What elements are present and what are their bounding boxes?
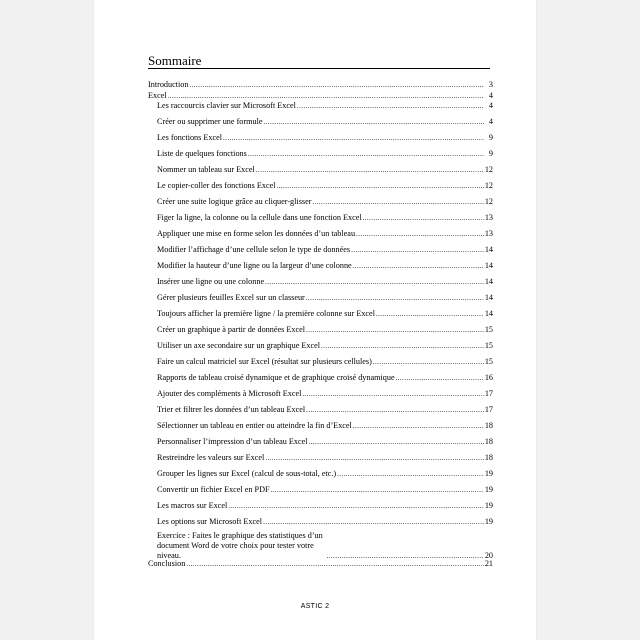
toc-page-number: 12	[484, 181, 493, 190]
toc-entry[interactable]	[148, 421, 493, 431]
toc-leader-dots	[353, 421, 484, 431]
toc-page-number: 14	[484, 293, 493, 302]
toc-entry[interactable]	[148, 325, 493, 335]
toc-page-number: 4	[488, 117, 493, 126]
toc-leader-dots	[321, 341, 484, 351]
toc-entry-label: Liste de quelques fonctions	[157, 149, 247, 158]
toc-page-number: 3	[488, 80, 493, 89]
toc-entry[interactable]	[148, 261, 493, 271]
toc-entry[interactable]	[148, 91, 493, 101]
toc-entry-label: Créer une suite logique grâce au cliquer-glisser	[157, 197, 312, 206]
toc-page-number: 21	[484, 559, 493, 568]
toc-page-number: 15	[484, 341, 493, 350]
toc-leader-dots	[265, 453, 484, 463]
toc-leader-dots	[265, 277, 484, 287]
document-page	[94, 0, 536, 640]
toc-entry[interactable]	[148, 245, 493, 255]
toc-page-number: 19	[484, 517, 493, 526]
toc-entry-label: Toujours afficher la première ligne / la première colonne sur Excel	[157, 309, 375, 318]
toc-leader-dots	[189, 80, 484, 90]
toc-entry-label: Modifier l’affichage d’une cellule selon le type de données	[157, 245, 351, 254]
toc-entry[interactable]	[148, 117, 493, 127]
toc-entry-label: Personnaliser l’impression d’un tableau Excel	[157, 437, 308, 446]
toc-page-number: 19	[484, 485, 493, 494]
toc-entry[interactable]	[148, 357, 493, 367]
toc-leader-dots	[271, 485, 484, 495]
toc-entry[interactable]	[148, 373, 493, 383]
toc-page-number: 18	[484, 421, 493, 430]
toc-leader-dots	[302, 389, 483, 399]
toc-entry[interactable]	[148, 293, 493, 303]
toc-entry-label: Figer la ligne, la colonne ou la cellule dans une fonction Excel	[157, 213, 362, 222]
toc-entry-label: Les raccourcis clavier sur Microsoft Excel	[157, 100, 296, 110]
toc-entry[interactable]	[148, 559, 493, 569]
toc-entry[interactable]	[148, 389, 493, 399]
toc-entry[interactable]	[148, 341, 493, 351]
toc-entry-label: Les fonctions Excel	[157, 133, 223, 142]
toc-entry-label: Appliquer une mise en forme selon les données d’un tableau	[157, 229, 356, 238]
toc-entry[interactable]	[148, 149, 493, 159]
toc-entry[interactable]	[148, 165, 493, 175]
toc-entry-label: Faire un calcul matriciel sur Excel (résultat sur plusieurs cellules)	[157, 357, 372, 366]
toc-entry[interactable]	[148, 213, 493, 223]
toc-entry-label: Ajouter des compléments à Microsoft Excel	[157, 389, 302, 398]
toc-entry-label: Créer un graphique à partir de données Excel	[157, 325, 305, 334]
toc-entry-label: Les macros sur Excel	[157, 501, 228, 510]
toc-entry-label: Insérer une ligne ou une colonne	[157, 277, 265, 286]
toc-entry-label: Conclusion	[148, 559, 186, 568]
toc-entry[interactable]	[148, 181, 493, 191]
toc-entry-label: Créer ou supprimer une formule	[157, 117, 263, 126]
toc-leader-dots	[168, 91, 484, 101]
toc-entry[interactable]	[148, 80, 493, 90]
toc-leader-dots	[353, 261, 484, 271]
toc-page-number: 9	[488, 149, 493, 158]
toc-page-number: 17	[484, 405, 493, 414]
toc-entry-label: Sélectionner un tableau en entier ou atteindre la fin d’Excel	[157, 421, 352, 430]
page-title: Sommaire	[148, 53, 490, 69]
toc-page-number: 15	[484, 357, 493, 366]
toc-page-number: 15	[484, 325, 493, 334]
toc-page-number: 12	[484, 165, 493, 174]
toc-leader-dots	[256, 165, 484, 175]
toc-entry-label: Introduction	[148, 80, 189, 89]
toc-entry-label: Utiliser un axe secondaire sur un graphique Excel	[157, 341, 321, 350]
toc-entry-label: Gérer plusieurs feuilles Excel sur un classeur	[157, 293, 305, 302]
toc-entry[interactable]	[148, 531, 493, 561]
toc-page-number: 18	[484, 453, 493, 462]
toc-leader-dots	[376, 309, 484, 319]
toc-entry-label: Les options sur Microsoft Excel	[157, 517, 263, 526]
toc-page-number: 9	[488, 133, 493, 142]
toc-page-number: 19	[484, 469, 493, 478]
toc-entry-label: Excel	[148, 91, 167, 100]
toc-entry[interactable]	[148, 101, 493, 111]
toc-entry-label: Restreindre les valeurs sur Excel	[157, 453, 265, 462]
toc-entry-label: Convertir un fichier Excel en PDF	[157, 485, 270, 494]
toc-entry[interactable]	[148, 501, 493, 511]
toc-leader-dots	[297, 101, 484, 111]
toc-leader-dots	[396, 373, 484, 383]
toc-entry[interactable]	[148, 133, 493, 143]
toc-page-number: 14	[484, 277, 493, 286]
toc-entry[interactable]	[148, 517, 493, 527]
toc-entry[interactable]	[148, 469, 493, 479]
toc-leader-dots	[309, 437, 484, 447]
toc-entry-label: Exercice : Faites le graphique des statistiques d’un document Word de votre choix pour tester votre niveau.	[157, 531, 323, 560]
toc-entry[interactable]	[148, 309, 493, 319]
toc-leader-dots	[356, 229, 484, 239]
toc-page-number: 18	[484, 437, 493, 446]
toc-leader-dots	[263, 517, 484, 527]
toc-page-number: 14	[484, 245, 493, 254]
toc-page-number: 13	[484, 229, 493, 238]
toc-page-number: 14	[484, 261, 493, 270]
toc-entry-label: Le copier-coller des fonctions Excel	[157, 181, 276, 190]
toc-entry-label: Trier et filtrer les données d’un tableau Excel	[157, 405, 306, 414]
toc-leader-dots	[306, 405, 484, 415]
toc-entry-label: Grouper les lignes sur Excel (calcul de sous-total, etc.)	[157, 469, 337, 478]
toc-entry-label: Rapports de tableau croisé dynamique et de graphique croisé dynamique	[157, 373, 395, 382]
toc-page-number: 14	[484, 309, 493, 318]
toc-entry[interactable]	[148, 405, 493, 415]
toc-page-number: 12	[484, 197, 493, 206]
toc-entry[interactable]	[148, 453, 493, 463]
toc-entry-label: Nommer un tableau sur Excel	[157, 165, 255, 174]
toc-entry[interactable]	[148, 229, 493, 239]
toc-entry-label: Modifier la hauteur d’une ligne ou la largeur d’une colonne	[157, 261, 352, 270]
toc-leader-dots	[363, 213, 484, 223]
toc-leader-dots	[351, 245, 484, 255]
toc-page-number: 13	[484, 213, 493, 222]
toc-leader-dots	[277, 181, 484, 191]
toc-leader-dots	[306, 293, 484, 303]
toc-entry[interactable]	[148, 197, 493, 207]
toc-page-number: 19	[484, 501, 493, 510]
toc-entry[interactable]	[148, 485, 493, 495]
toc-leader-dots	[228, 501, 484, 511]
toc-page-number: 17	[484, 389, 493, 398]
toc-leader-dots	[337, 469, 484, 479]
toc-page-number: 4	[488, 91, 493, 100]
toc-page-number: 20	[484, 551, 493, 560]
toc-leader-dots	[312, 197, 483, 207]
toc-entry[interactable]	[148, 277, 493, 287]
toc-leader-dots	[264, 117, 485, 127]
toc-page-number: 16	[484, 373, 493, 382]
toc-entry[interactable]	[148, 437, 493, 447]
toc-leader-dots	[248, 149, 484, 159]
toc-leader-dots	[186, 559, 484, 569]
page-footer: ASTIC 2	[300, 603, 330, 610]
toc-leader-dots	[373, 357, 484, 367]
toc-page-number: 4	[488, 100, 493, 110]
toc-leader-dots	[223, 133, 484, 143]
toc-leader-dots	[306, 325, 484, 335]
